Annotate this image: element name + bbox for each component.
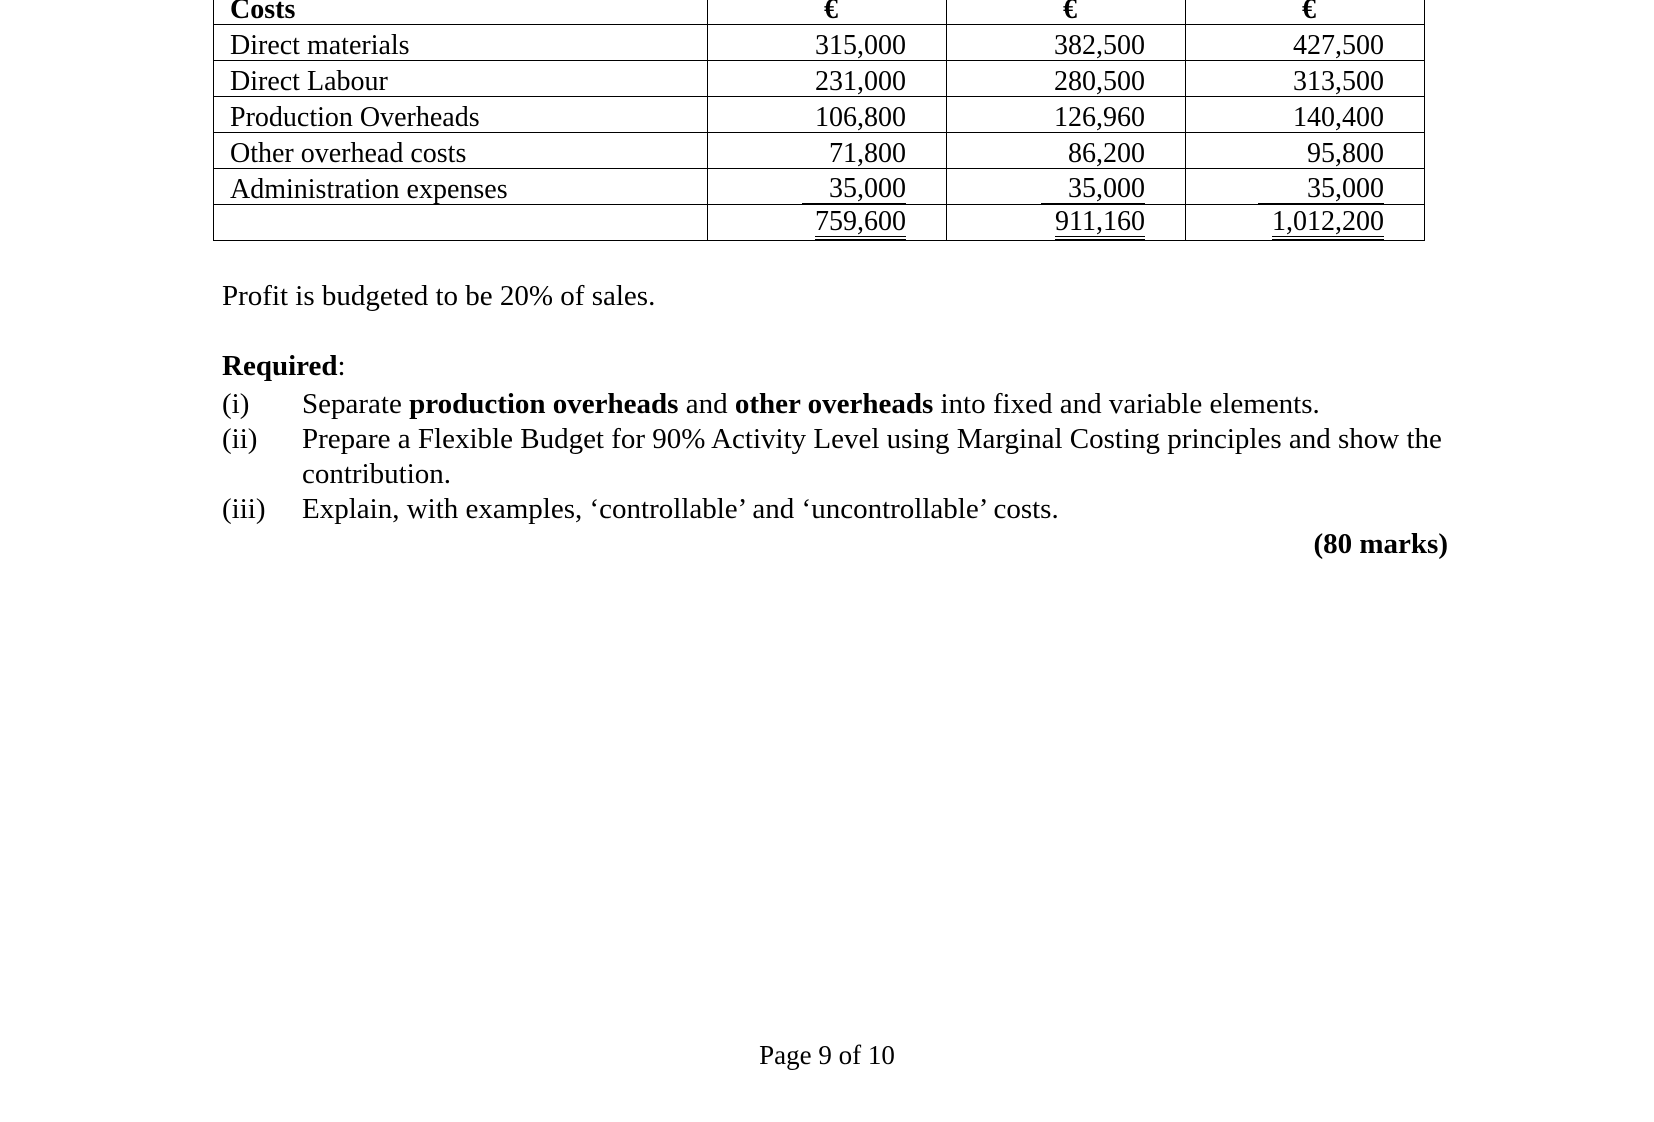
row-label: Administration expenses (214, 169, 708, 205)
item-text: Explain, with examples, ‘controllable’ and ‘uncontrollable’ costs. (302, 493, 1059, 525)
table-row (214, 133, 1425, 169)
table-header-row (214, 0, 1425, 25)
value-cell: 427,500 (1186, 25, 1425, 61)
currency-symbol: € (1063, 0, 1077, 25)
list-item (222, 422, 1522, 492)
total-cell: 759,600 (708, 205, 947, 241)
currency-symbol: € (824, 0, 838, 25)
item-number: (ii) (222, 423, 258, 455)
value-cell: 71,800 (708, 133, 947, 169)
value-cell: 315,000 (708, 25, 947, 61)
item-number: (i) (222, 388, 250, 420)
list-item: (i) Separate production overheads and other overheads into fixed and variable elements. (222, 388, 1320, 420)
row-label: Other overhead costs (214, 133, 708, 169)
marks-allocation: (80 marks) (1313, 528, 1448, 560)
value-cell: 35,000 (708, 169, 947, 205)
required-heading: Required: (222, 350, 346, 382)
value-cell: 382,500 (947, 25, 1186, 61)
table-row (214, 169, 1425, 205)
table-row (214, 25, 1425, 61)
value-cell: 95,800 (1186, 133, 1425, 169)
value-cell: 280,500 (947, 61, 1186, 97)
profit-note: Profit is budgeted to be 20% of sales. (222, 280, 656, 312)
costs-header-cell: Costs (214, 0, 708, 25)
table-row (214, 61, 1425, 97)
row-label (214, 205, 708, 241)
value-cell: 313,500 (1186, 61, 1425, 97)
list-item (222, 492, 1522, 527)
table-row (214, 97, 1425, 133)
currency-header-cell (947, 0, 1186, 25)
value-cell: 35,000 (1186, 169, 1425, 205)
value-cell: 126,960 (947, 97, 1186, 133)
value-cell: 86,200 (947, 133, 1186, 169)
currency-header-cell (708, 0, 947, 25)
currency-symbol: € (1302, 0, 1316, 25)
currency-header-cell (1186, 0, 1425, 25)
value-cell: 231,000 (708, 61, 947, 97)
item-number: (iii) (222, 493, 266, 525)
value-cell: 35,000 (947, 169, 1186, 205)
total-cell: 911,160 (947, 205, 1186, 241)
page-number: Page 9 of 10 (759, 1040, 895, 1070)
total-cell: 1,012,200 (1186, 205, 1425, 241)
row-label: Direct materials (214, 25, 708, 61)
cost-table (213, 0, 1425, 241)
value-cell: 140,400 (1186, 97, 1425, 133)
value-cell: 106,800 (708, 97, 947, 133)
requirements-list (222, 387, 1522, 527)
row-label: Direct Labour (214, 61, 708, 97)
item-text: Prepare a Flexible Budget for 90% Activity Level using Marginal Costing principles and show the contribution. (302, 423, 1442, 490)
row-label: Production Overheads (214, 97, 708, 133)
totals-row (214, 205, 1425, 241)
